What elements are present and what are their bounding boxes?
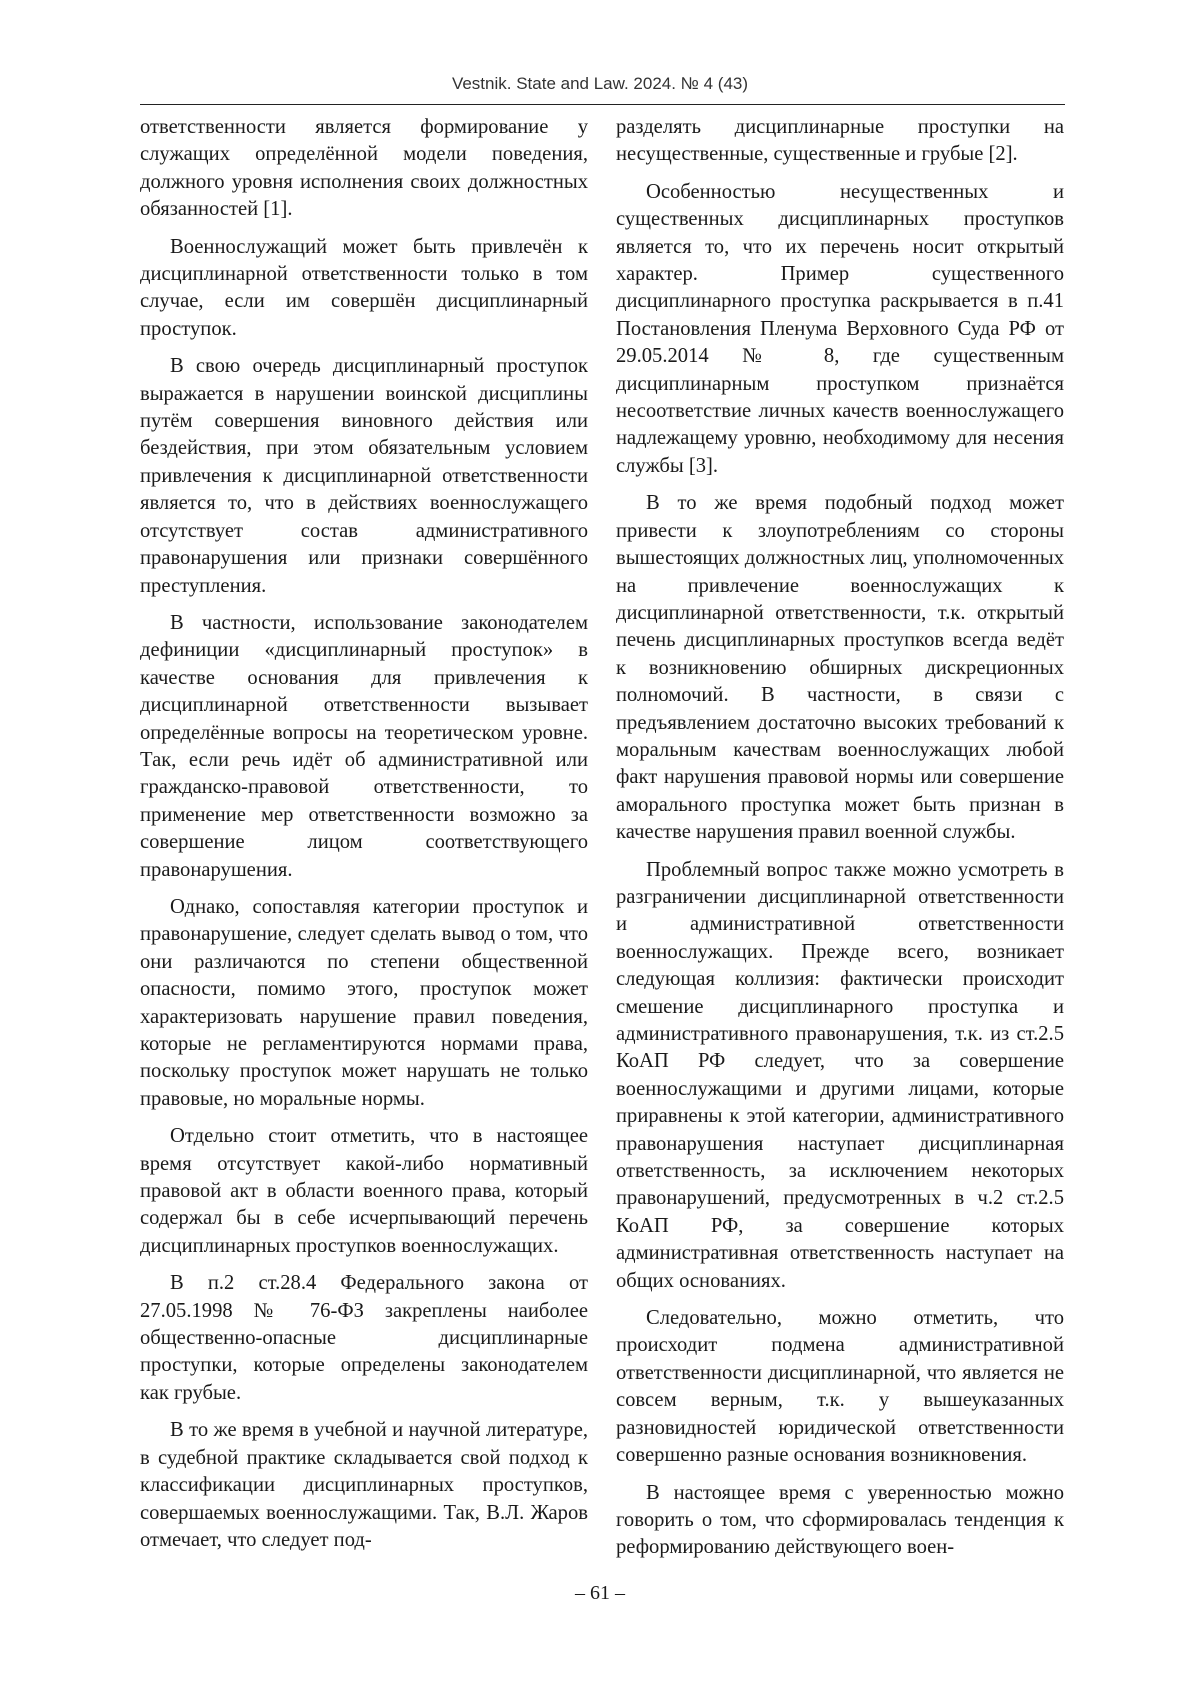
right-column (616, 114, 1064, 1572)
paragraph: разделять дисциплинарные проступки на несущественные, существенные и грубые [2]. (616, 116, 1064, 166)
paragraph: В свою очередь дисциплинарный проступок выражается в нарушении воинской дисциплины путём совершения виновного действия или бездействия, при этом обязательным условием привлечения к дисциплинарной ответственности является то, что в действиях военнослужащего отсутствует состав административного правонарушения или признаки совершённого преступления. (140, 355, 588, 597)
page-number: – 61 – (575, 1582, 625, 1604)
running-head: Vestnik. State and Law. 2024. № 4 (43) (451, 74, 749, 93)
paragraph: В п.2 ст.28.4 Федерального закона от 27.05.1998 № 76-ФЗ закреплены наиболее общественно-опасные дисциплинарные проступки, которые определены законодателем как грубые. (140, 1272, 588, 1404)
paragraph: Отдельно стоит отметить, что в настоящее время отсутствует какой-либо нормативный правовой акт в области военного права, который содержал бы в себе исчерпывающий перечень дисциплинарных проступков военнослужащих. (140, 1125, 588, 1257)
paragraph: Однако, сопоставляя категории проступок и правонарушение, следует сделать вывод о том, что они различаются по степени общественной опасности, помимо этого, проступок может характеризовать нарушение правил поведения, которые не регламентируются нормами права, поскольку проступок может нарушать не только правовые, но моральные нормы. (140, 895, 588, 1110)
paragraph: В настоящее время с уверенностью можно говорить о том, что сформировалась тенденция к реформированию действующего воен- (616, 1481, 1064, 1559)
paragraph: В то же время в учебной и научной литературе, в судебной практике складывается свой подход к классификации дисциплинарных проступков, совершаемых военнослужащими. Так, В.Л. Жаров отмечает, что следует под- (140, 1419, 588, 1551)
header-rule (140, 104, 1065, 105)
paragraph: Проблемный вопрос также можно усмотреть в разграничении дисциплинарной ответственности и административной ответственности военнослужащих. Прежде всего, возникает следующая коллизия: фактически происходит смешение дисциплинарного проступка и административного правонарушения, т.к. из ст.2.5 КоАП РФ следует, что за совершение военнослужащими и другими лицами, которые приравнены к этой категории, административного правонарушения наступает дисциплинарная ответственность, за исключением некоторых правонарушений, предусмотренных в ч.2 ст.2.5 КоАП РФ, за совершение которых административная ответственность наступает на общих основаниях. (616, 858, 1064, 1292)
paragraph: В то же время подобный подход может привести к злоупотреблениям со стороны вышестоящих должностных лиц, уполномоченных на привлечение военнослужащих к дисциплинарной ответственности, т.к. открытый печень дисциплинарных проступков всегда ведёт к возникновению обширных дискреционных полномочий. В частности, в связи с предъявлением достаточно высоких требований к моральным качествам военнослужащих любой факт нарушения правовой нормы или совершение аморального проступка может быть признан в качестве нарушения правил военной службы. (616, 492, 1064, 844)
paragraph: ответственности является формирование у служащих определённой модели поведения, должного уровня исполнения своих должностных обязанностей [1]. (140, 116, 588, 221)
paragraph: В частности, использование законодателем дефиниции «дисциплинарный проступок» в качестве основания для привлечения к дисциплинарной ответственности вызывает определённые вопросы на теоретическом уровне. Так, если речь идёт об административной или гражданско-правовой ответственности, то применение мер ответственности возможно за совершение лицом соответствующего правонарушения. (140, 611, 588, 881)
paragraph: Военнослужащий может быть привлечён к дисциплинарной ответственности только в том случае, если им совершён дисциплинарный проступок. (140, 235, 588, 340)
left-column (140, 114, 588, 1564)
paragraph: Особенностью несущественных и существенных дисциплинарных проступков является то, что их перечень носит открытый характер. Пример существенного дисциплинарного проступка раскрывается в п.41 Постановления Пленума Верховного Суда РФ от 29.05.2014 № 8, где существенным дисциплинарным проступком признаётся несоответствие личных качеств военнослужащего надлежащему уровню, необходимому для несения службы [3]. (616, 180, 1064, 477)
paragraph: Следовательно, можно отметить, что происходит подмена административной ответственности дисциплинарной, что является не совсем верным, т.к. у вышеуказанных разновидностей юридической ответственности совершенно разные основания возникновения. (616, 1307, 1064, 1467)
